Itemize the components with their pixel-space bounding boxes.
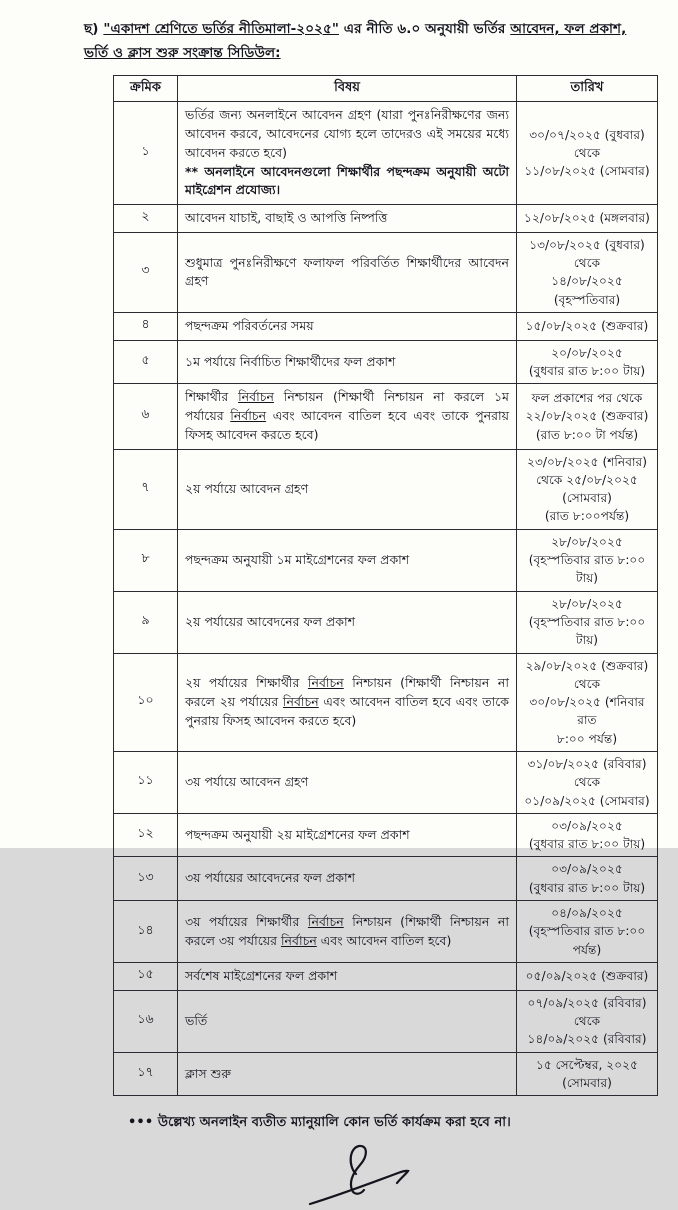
text-segment: আবেদন যাচাই, বাছাই ও আপত্তি নিষ্পত্তি (185, 210, 388, 225)
date-cell (517, 857, 658, 901)
header-row (114, 76, 658, 102)
text-segment: ০৭/০৯/২০২৫ (রবিবার) (527, 995, 647, 1010)
text-segment: ১৪/০৮/২০২৫ (বৃহস্পতিবার) (551, 274, 623, 307)
table-row (114, 529, 658, 591)
text-segment: এর নীতি ৬.০ অনুযায়ী ভর্তির (338, 21, 511, 37)
table-row (114, 857, 658, 901)
serial-cell: ২ (114, 205, 178, 233)
text-segment: ৩য় পর্যায়ে আবেদন গ্রহণ (185, 774, 309, 790)
text-segment: নির্বাচন (307, 913, 344, 929)
serial-cell: ১৫ (114, 962, 178, 990)
date-cell (517, 901, 658, 963)
text-segment: এবং আবেদন বাতিল হবে এবং তাকে পুনরায় ফিসহ আবেদন করতে হবে) (185, 693, 509, 728)
text-segment: ২৩/০৮/২০২৫ (শনিবার) (527, 454, 647, 469)
text-segment: ০১/০৯/২০২৫ (সোমবার) (524, 793, 650, 808)
text-segment: ছ) (84, 21, 104, 37)
subject-cell (178, 340, 517, 384)
subject-cell (178, 384, 517, 449)
text-segment: (রাত ৮:০০ টা পর্যন্ত) (535, 427, 639, 442)
text-segment: (বৃহস্পতিবার রাত ৮:০০ টায়) (528, 614, 646, 648)
subject-cell (178, 813, 517, 857)
text-segment: ০৪/০৯/২০২৫ (551, 906, 623, 921)
table-row (114, 1052, 658, 1096)
serial-cell: ১৭ (114, 1052, 178, 1096)
table-row (114, 205, 658, 233)
text-segment: এবং আবেদন বাতিল হবে এবং তাকে পুনরায় ফিসহ আবেদন করতে হবে) (185, 408, 510, 442)
text-segment: নির্বাচন (230, 408, 267, 424)
subject-cell (178, 591, 517, 653)
serial-cell: ১৪ (114, 901, 178, 963)
date-cell (517, 813, 658, 857)
serial-cell: ৩ (114, 232, 178, 312)
text-segment: পছন্দক্রম অনুযায়ী ১ম মাইগ্রেশনের ফল প্রকাশ (185, 551, 410, 567)
date-cell (517, 340, 658, 384)
date-cell (517, 529, 658, 591)
schedule-table (113, 75, 658, 1096)
text-segment: নির্বাচন (280, 932, 317, 948)
subject-cell (178, 232, 517, 312)
text-segment: ২২/০৮/২০২৫ (শুক্রবার) (525, 409, 649, 424)
date-cell (517, 751, 658, 813)
serial-cell: ১০ (114, 653, 178, 751)
table-row (114, 990, 658, 1052)
text-segment: ২৮/০৮/২০২৫ (551, 534, 623, 549)
text-segment: ৩য় পর্যায়ের আবেদনের ফল প্রকাশ (185, 870, 355, 886)
footnote: ••• উল্লেখ্য অনলাইন ব্যতীত ম্যানুয়ালি কোন ভর্তি কার্যক্রম করা হবে না। (128, 1115, 511, 1131)
serial-cell: ১২ (114, 813, 178, 857)
text-segment: (রাত ৮:০০পর্যন্ত) (544, 509, 630, 524)
text-segment: ** অনলাইনে আবেদনগুলো শিক্ষার্থীর পছন্দক্রম অনুযায়ী অটো মাইগ্রেশন প্রযোজ্য। (185, 163, 509, 198)
text-segment: ৩০/০৮/২০২৫ (শনিবার রাত (529, 695, 645, 728)
text-segment: ২য় পর্যায়ে আবেদন গ্রহণ (185, 480, 309, 496)
table-row (114, 232, 658, 312)
date-cell (517, 205, 658, 233)
text-segment: ২য় পর্যায়ের আবেদনের ফল প্রকাশ (185, 613, 355, 629)
text-segment: ২০/০৮/২০২৫ (551, 345, 623, 360)
text-segment: ৩য় পর্যায়ের শিক্ষার্থীর (185, 913, 308, 929)
text-segment: পছন্দক্রম পরিবর্তনের সময় (185, 317, 314, 333)
serial-cell: ৯ (114, 591, 178, 653)
table-row (114, 449, 658, 529)
date-cell (517, 962, 658, 990)
col-header-date: তারিখ (517, 76, 658, 102)
text-segment: ভর্তি (185, 1012, 208, 1028)
subject-cell (178, 751, 517, 813)
table-row (114, 813, 658, 857)
text-segment: আবেদন, ফল প্রকাশ, ভর্তি ও ক্লাস শুরু সংক্রান্ত সিডিউল: (84, 21, 627, 61)
text-segment: ১৪/০৯/২০২৫ (রবিবার) (527, 1032, 647, 1047)
text-segment: (বুধবার রাত ৮:০০ টায়) (528, 837, 646, 852)
text-segment: সর্বশেষ মাইগ্রেশনের ফল প্রকাশ (185, 967, 338, 983)
table-row (114, 384, 658, 449)
date-cell (517, 449, 658, 529)
table-row (114, 751, 658, 813)
table-row (114, 901, 658, 963)
text-segment: ৩০/০৭/২০২৫ (বুধবার) (529, 127, 645, 142)
text-segment: ৩১/০৮/২০২৫ (রবিবার) (527, 756, 647, 771)
date-cell (517, 1052, 658, 1096)
text-segment: (বৃহস্পতিবার রাত ৮:০০ পর্যন্ত) (528, 924, 646, 957)
subject-cell (178, 449, 517, 529)
text-segment: ০৩/০৯/২০২৫ (551, 818, 623, 833)
serial-cell: ১১ (114, 751, 178, 813)
serial-cell: ৬ (114, 384, 178, 449)
text-segment: (বুধবার রাত ৮:০০ টায়) (528, 880, 646, 895)
text-segment: (বৃহস্পতিবার রাত ৮:০০ টায়) (528, 553, 646, 586)
text-segment: ২য় পর্যায়ের শিক্ষার্থীর (185, 675, 308, 691)
text-segment: ০৫/০৯/২০২৫ (শুক্রবার) (525, 969, 649, 984)
subject-cell (178, 102, 517, 205)
table-row (114, 962, 658, 990)
date-cell (517, 591, 658, 653)
subject-cell (178, 205, 517, 233)
subject-cell (178, 962, 517, 990)
serial-cell: ১ (114, 102, 178, 205)
text-segment: ১৫ সেপ্টেম্বর, ২০২৫ (সোমবার) (535, 1057, 638, 1090)
text-segment: "একাদশ শ্রেণিতে ভর্তির নীতিমালা-২০২৫" (103, 21, 339, 37)
schedule-table-body (114, 102, 658, 1096)
text-segment: ১৫/০৮/২০২৫ (শুক্রবার) (525, 319, 649, 334)
col-header-subject: বিষয় (178, 76, 517, 102)
text-segment: ফল প্রকাশের পর থেকে (531, 390, 643, 405)
date-cell (517, 232, 658, 312)
text-segment: পছন্দক্রম অনুযায়ী ২য় মাইগ্রেশনের ফল প্রকাশ (185, 826, 410, 842)
text-segment: ০৩/০৯/২০২৫ (551, 862, 623, 877)
subject-cell (178, 901, 517, 963)
schedule-table-header (114, 76, 658, 102)
table-row (114, 653, 658, 751)
serial-cell: ১৩ (114, 857, 178, 901)
serial-cell: ৮ (114, 529, 178, 591)
text-segment: ১২/০৮/২০২৫ (মঙ্গলবার) (524, 211, 650, 226)
text-segment: ৮:০০ পর্যন্ত) (556, 731, 618, 746)
page-title (84, 18, 630, 65)
text-segment: থেকে (573, 775, 601, 790)
text-segment: থেকে ২৫/০৮/২০২৫ (সোমবার) (536, 472, 638, 506)
text-segment: (বুধবার রাত ৮:০০ টায়) (528, 363, 646, 378)
subject-cell (178, 857, 517, 901)
text-segment: নিশ্চায়ন (শিক্ষার্থী নিশ্চায়ন না করলে ৩য় পর্যায়ের (185, 913, 509, 948)
subject-cell (178, 653, 517, 751)
table-row (114, 591, 658, 653)
text-segment: শিক্ষার্থীর (185, 389, 239, 405)
text-segment: ২৯/০৮/২০২৫ (শুক্রবার) থেকে (525, 658, 649, 691)
text-segment: থেকে (573, 145, 601, 160)
text-segment: থেকে (573, 1014, 601, 1028)
text-segment: নিশ্চায়ন (শিক্ষার্থী নিশ্চায়ন না করলে ২য় পর্যায়ের (185, 675, 509, 709)
date-cell (517, 384, 658, 449)
text-segment: ১১/০৮/২০২৫ (সোমবার) (524, 164, 650, 179)
serial-cell: ৫ (114, 340, 178, 384)
text-segment: এবং আবেদন বাতিল হবে) (316, 932, 452, 948)
text-segment: ভর্তির জন্য অনলাইনে আবেদন গ্রহণ (যারা পুনঃনিরীক্ষণের জন্য আবেদন করবে, আবেদনের যোগ্য হলে তাদেরও এই সময়ের মধ্যে আবেদন করতে হবে) (185, 107, 509, 160)
subject-cell (178, 1052, 517, 1096)
text-segment: থেকে (573, 256, 601, 271)
text-segment: ১ম পর্যায়ে নির্বাচিত শিক্ষার্থীদের ফল প্রকাশ (185, 353, 396, 369)
text-segment: নিশ্চায়ন (শিক্ষার্থী নিশ্চায়ন না করলে ১ম পর্যায়ের (185, 389, 509, 424)
table-row (114, 102, 658, 205)
subject-cell (178, 990, 517, 1052)
col-header-serial: ক্রমিক (114, 76, 178, 102)
date-cell (517, 102, 658, 205)
serial-cell: ৭ (114, 449, 178, 529)
date-cell (517, 990, 658, 1052)
signature-scribble (296, 1140, 426, 1210)
text-segment: নির্বাচন (282, 693, 319, 709)
text-segment: ২৮/০৮/২০২৫ (551, 596, 623, 611)
date-cell (517, 653, 658, 751)
text-segment: নির্বাচন (307, 675, 344, 691)
serial-cell: ১৬ (114, 990, 178, 1052)
text-segment: ক্লাস শুরু (185, 1065, 231, 1081)
subject-cell (178, 529, 517, 591)
text-segment: নির্বাচন (238, 389, 274, 405)
table-row (114, 312, 658, 340)
serial-cell: ৪ (114, 312, 178, 340)
subject-cell (178, 312, 517, 340)
table-row (114, 340, 658, 384)
text-segment: ১৩/০৮/২০২৫ (বুধবার) (529, 237, 645, 252)
text-segment: শুধুমাত্র পুনঃনিরীক্ষণে ফলাফল পরিবর্তিত শিক্ষার্থীদের আবেদন গ্রহণ (185, 254, 509, 289)
date-cell (517, 312, 658, 340)
